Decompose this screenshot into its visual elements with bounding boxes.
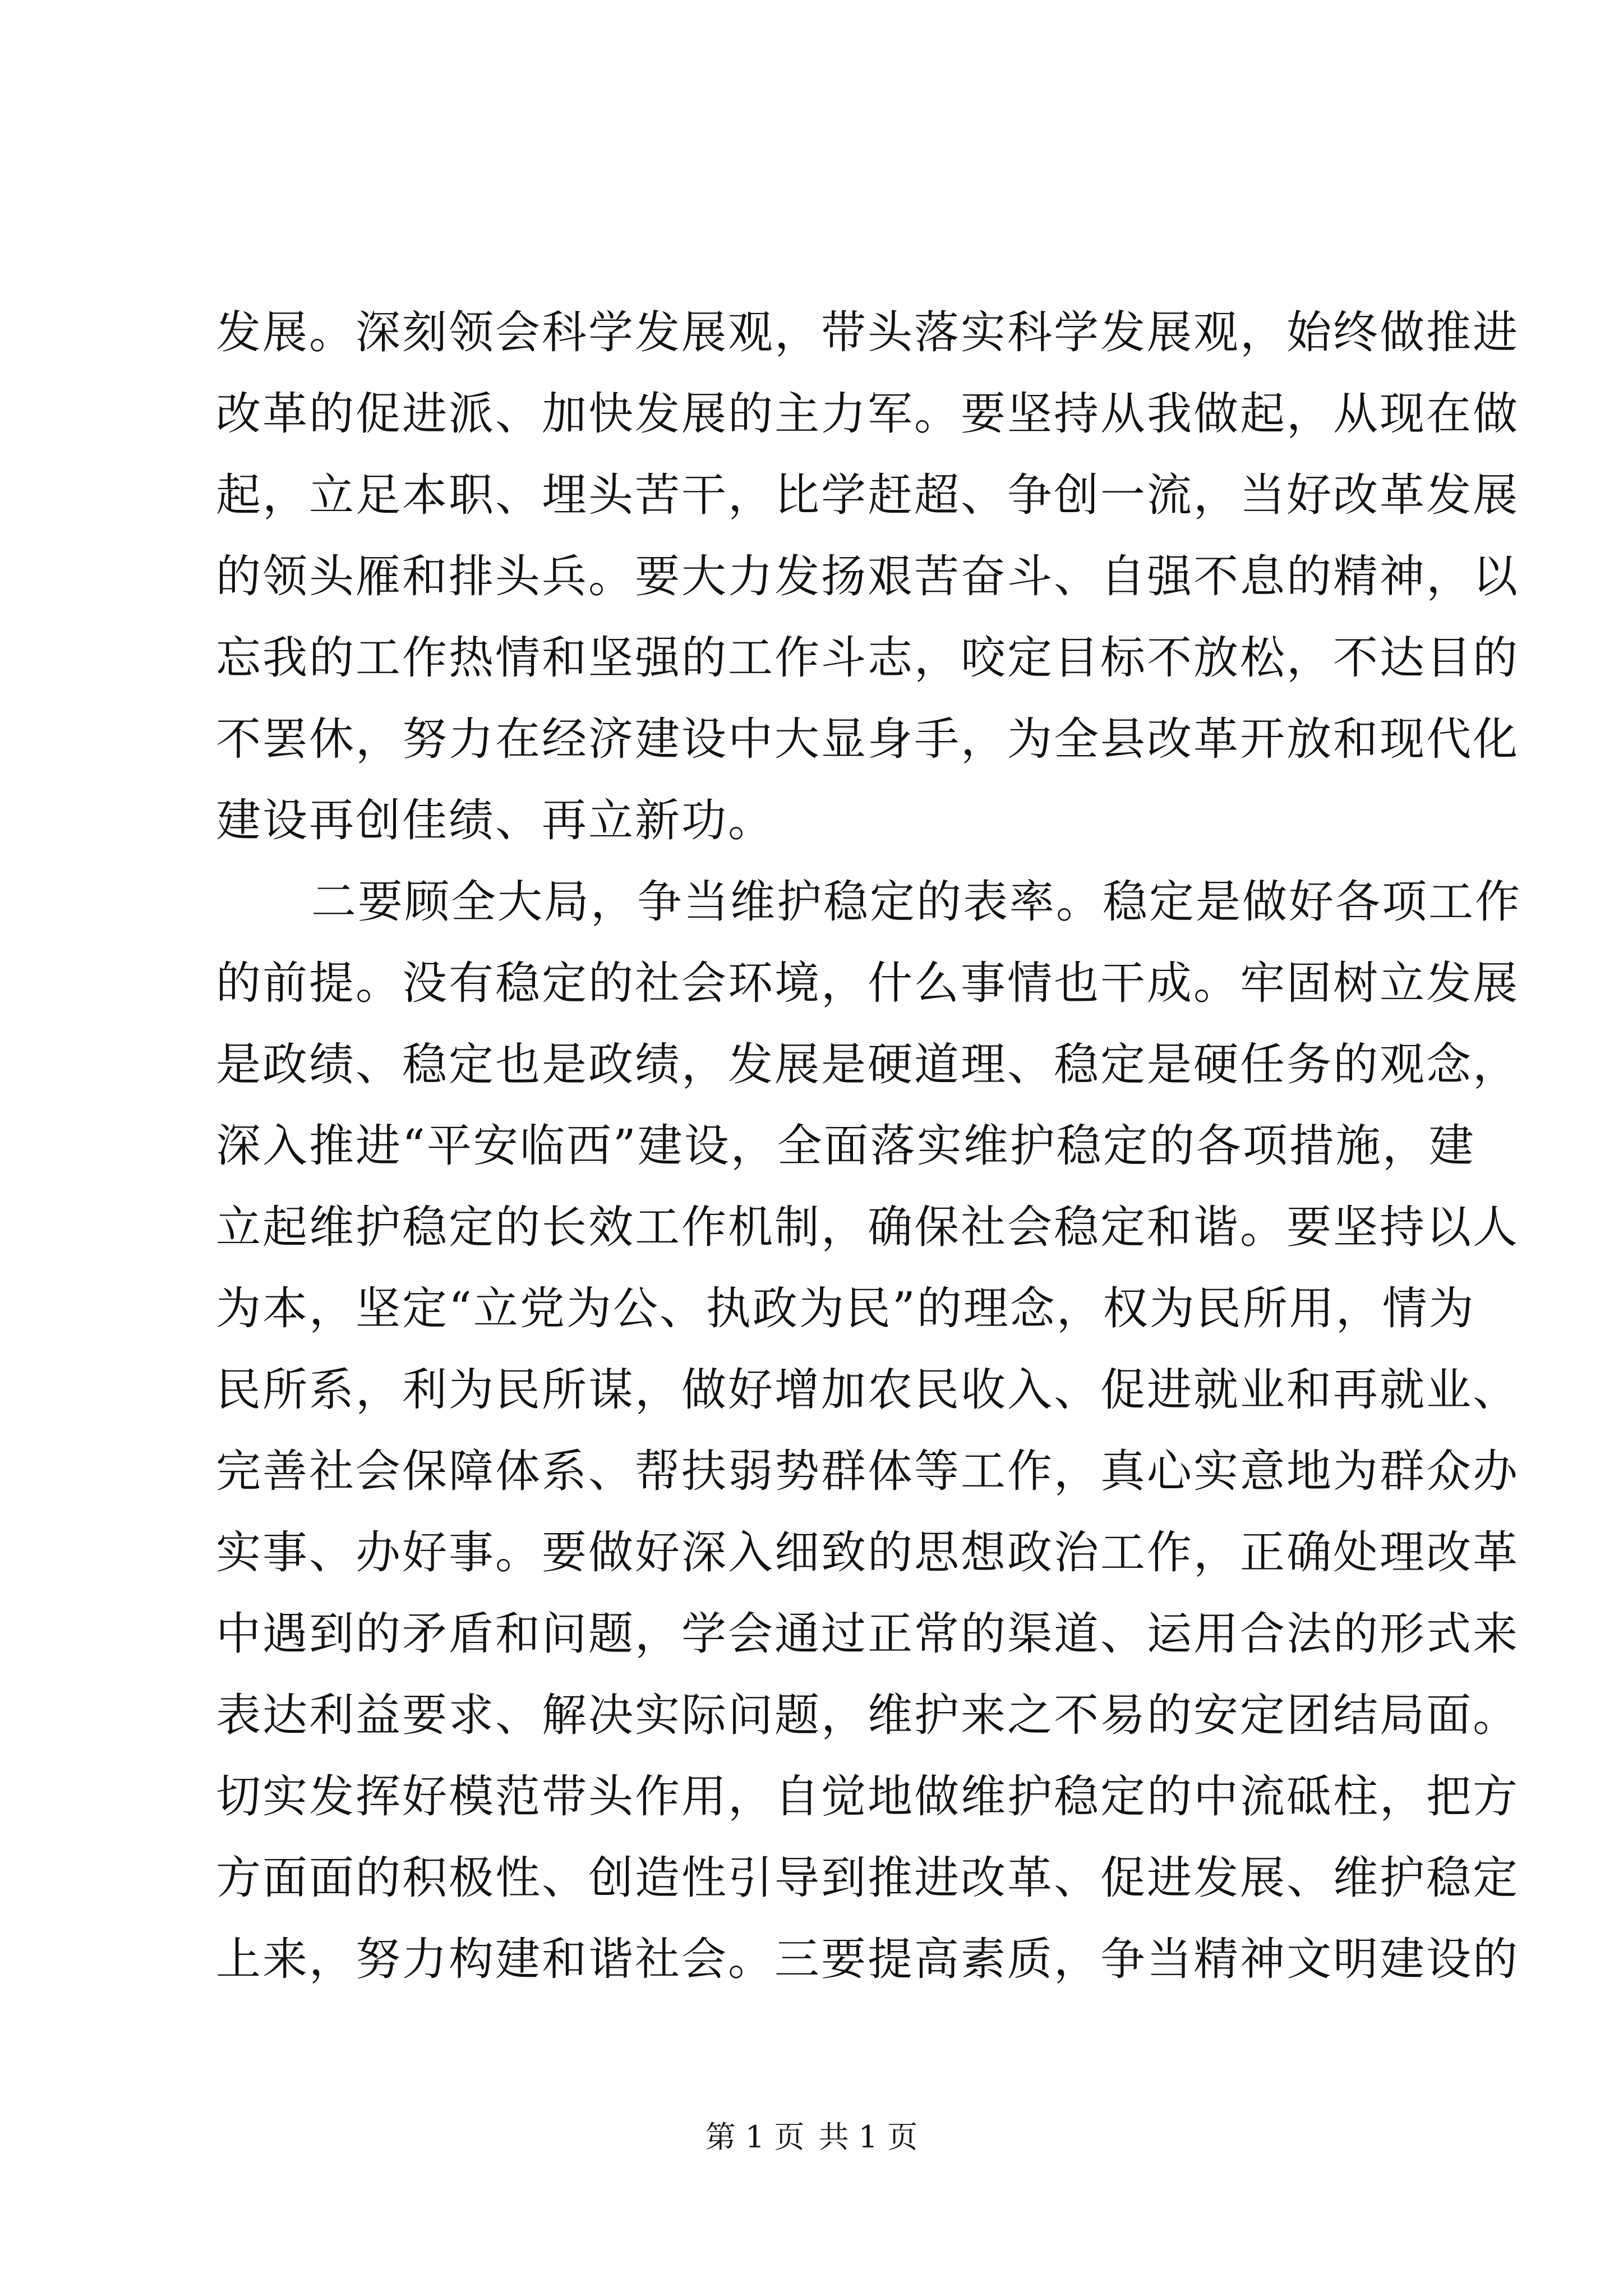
text-line: 表达利益要求、解决实际问题，维护来之不易的安定团结局面。 <box>216 1689 1519 1741</box>
text-line: 完善社会保障体系、帮扶弱势群体等工作，真心实意地为群众办 <box>216 1445 1519 1497</box>
text-line: 中遇到的矛盾和问题，学会通过正常的渠道、运用合法的形式来 <box>216 1608 1519 1660</box>
text-line: 建设再创佳绩、再立新功。 <box>216 794 774 846</box>
text-line: 改革的促进派、加快发展的主力军。要坚持从我做起，从现在做 <box>216 388 1519 440</box>
page-footer <box>0 2118 1623 2157</box>
text-line: 发展。深刻领会科学发展观，带头落实科学发展观，始终做推进 <box>216 306 1519 358</box>
text-line: 不罢休，努力在经济建设中大显身手，为全县改革开放和现代化 <box>216 713 1519 765</box>
text-line: 起，立足本职、埋头苦干，比学赶超、争创一流，当好改革发展 <box>216 469 1519 521</box>
page-number: 第 1 页 <box>705 2119 805 2155</box>
text-line: 的前提。没有稳定的社会环境，什么事情也干成。牢固树立发展 <box>216 957 1519 1009</box>
text-line: 上来，努力构建和谐社会。三要提高素质，争当精神文明建设的 <box>216 1933 1519 1985</box>
text-line: 为本，坚定“立党为公、执政为民”的理念，权为民所用，情为 <box>216 1282 1476 1335</box>
text-line: 的领头雁和排头兵。要大力发扬艰苦奋斗、自强不息的精神，以 <box>216 550 1519 602</box>
text-line: 忘我的工作热情和坚强的工作斗志，咬定目标不放松，不达目的 <box>216 632 1519 684</box>
text-line: 深入推进“平安临西”建设，全面落实维护稳定的各项措施，建 <box>216 1120 1476 1172</box>
document-body <box>216 292 1521 2000</box>
text-line: 二要顾全大局，争当维护稳定的表率。稳定是做好各项工作 <box>311 876 1521 928</box>
text-line: 方面面的积极性、创造性引导到推进改革、促进发展、维护稳定 <box>216 1852 1519 1904</box>
text-line: 立起维护稳定的长效工作机制，确保社会稳定和谐。要坚持以人 <box>216 1201 1519 1253</box>
text-line: 民所系，利为民所谋，做好增加农民收入、促进就业和再就业、 <box>216 1364 1519 1416</box>
text-line: 切实发挥好模范带头作用，自觉地做维护稳定的中流砥柱，把方 <box>216 1770 1519 1823</box>
text-line: 实事、办好事。要做好深入细致的思想政治工作，正确处理改革 <box>216 1526 1519 1579</box>
text-line: 是政绩、稳定也是政绩，发展是硬道理、稳定是硬任务的观念， <box>216 1038 1519 1091</box>
page-total: 共 1 页 <box>818 2119 918 2155</box>
